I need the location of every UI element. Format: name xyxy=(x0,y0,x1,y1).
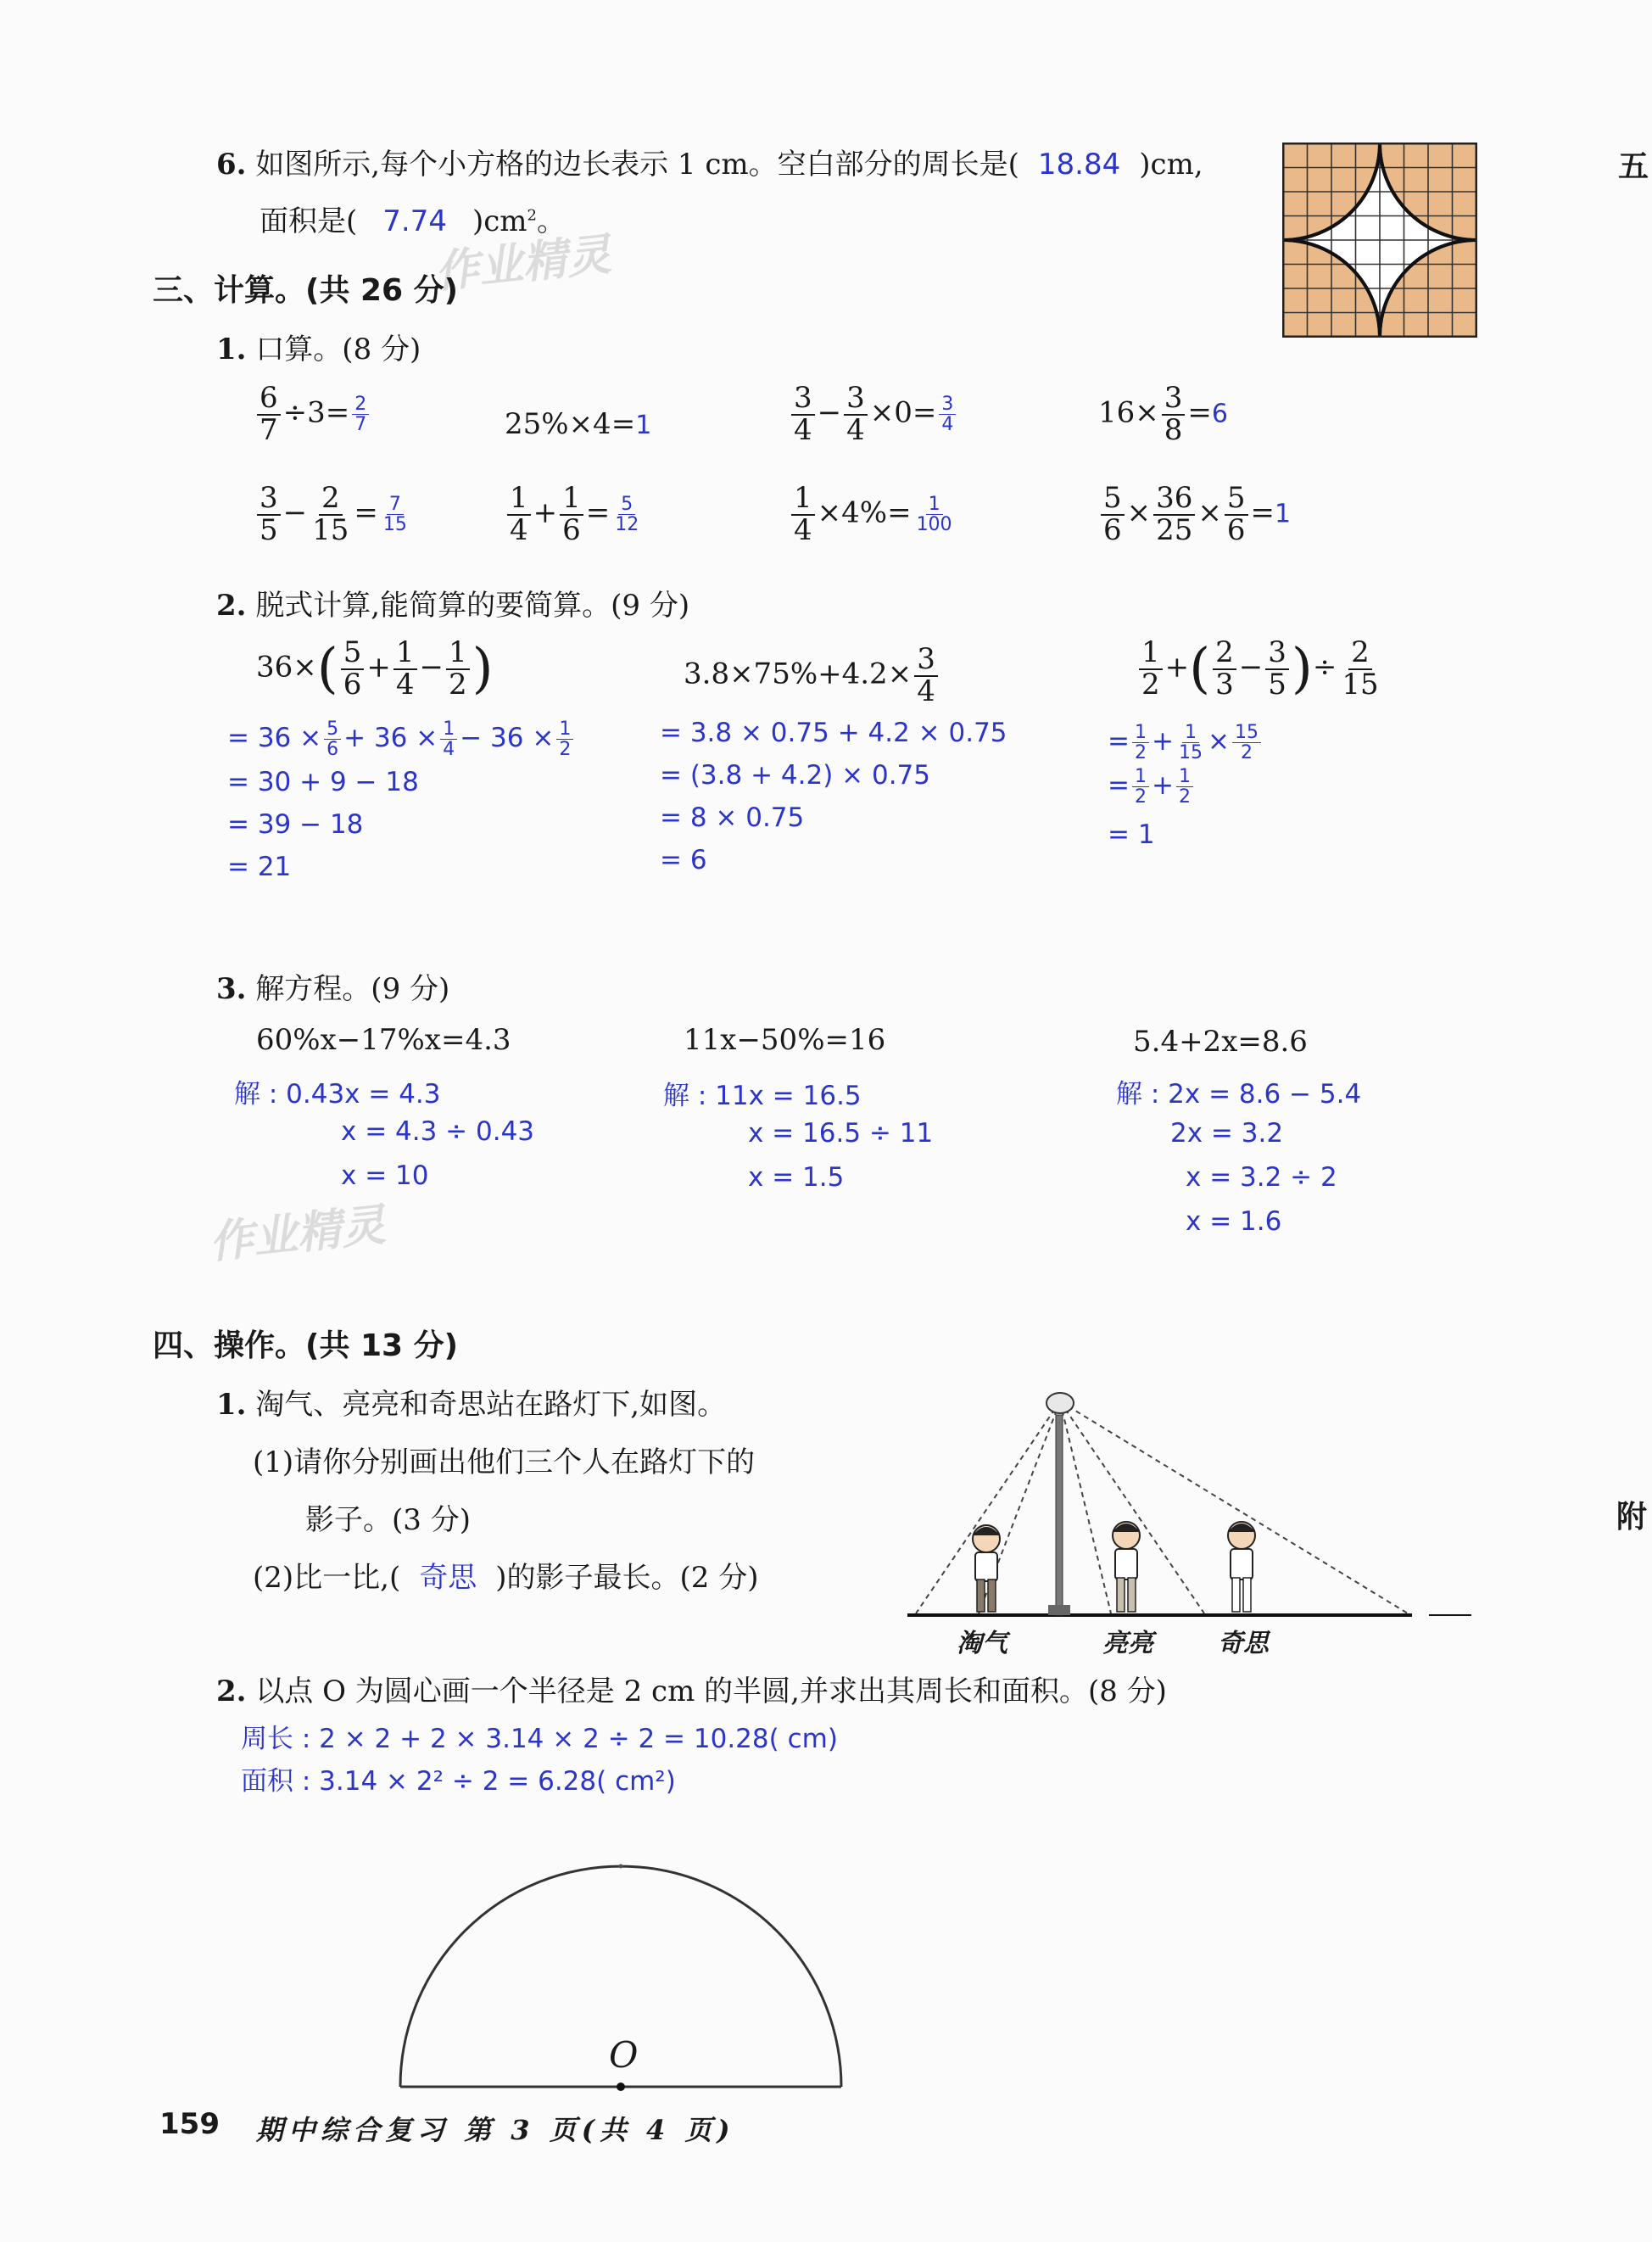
grid-figure xyxy=(1282,143,1477,338)
eq2-step2: x = 16.5 ÷ 11 xyxy=(748,1118,934,1149)
s4-q1-line1: 1. 淘气、亮亮和奇思站在路灯下,如图。 xyxy=(216,1388,727,1422)
side-char-2: 附 xyxy=(1616,1499,1648,1535)
s4-q2-answer2: 面积 : 3.14 × 2² ÷ 2 = 6.28( cm²) xyxy=(241,1766,676,1797)
oral-r2c4: $\frac{5}{6}$ × $\frac{36}{25}$ × $\frac{5}{6}$ =1 xyxy=(1098,484,1291,545)
eq3-step3: x = 3.2 ÷ 2 xyxy=(1186,1162,1337,1193)
q6-answer-perimeter: 18.84 xyxy=(1037,148,1121,182)
lamp-post xyxy=(1056,1415,1063,1615)
lamp-figure xyxy=(907,1383,1484,1663)
oral-r1c3: $\frac{3}{4}$ − $\frac{3}{4}$ ×0= $\frac{3}{4}$ xyxy=(789,383,958,445)
kid-taoqi xyxy=(973,1525,1000,1612)
s3-q2-heading: 2. 脱式计算,能简算的要简算。(9 分) xyxy=(216,589,690,623)
eq1-step3: x = 10 xyxy=(341,1160,429,1191)
eq3-equation: 5.4+2x=8.6 xyxy=(1133,1025,1308,1059)
section4-title: 四、操作。(共 13 分) xyxy=(153,1328,459,1363)
q6-line2: 面积是( 7.74 )$cm^2$。 xyxy=(260,204,566,238)
kid-qisi xyxy=(1228,1522,1255,1612)
calc2-step4: = 6 xyxy=(660,845,707,875)
watermark-2: 作业精灵 xyxy=(207,1199,388,1269)
oral-r2c3: $\frac{1}{4}$ ×4%= $\frac{1}{100}$ xyxy=(789,484,957,545)
calc1-expr: 36×( $\frac{5}{6}$ + $\frac{1}{4}$ − $\frac{1}{2}$ ) xyxy=(256,635,494,702)
page-number: 159 xyxy=(159,2107,220,2141)
calc3-step2: = $\frac{1}{2}$ + $\frac{1}{2}$ xyxy=(1108,767,1196,807)
eq3-step1: 解 : 2x = 8.6 − 5.4 xyxy=(1116,1079,1362,1110)
calc1-step4: = 21 xyxy=(227,852,292,882)
calc2-step1: = 3.8 × 0.75 + 4.2 × 0.75 xyxy=(660,718,1007,748)
side-char-1: 五 xyxy=(1618,148,1649,184)
eq2-equation: 11x−50%=16 xyxy=(684,1023,886,1057)
s4-q1-line2: (1)请你分别画出他们三个人在路灯下的 xyxy=(253,1445,756,1479)
calc2-step3: = 8 × 0.75 xyxy=(660,802,805,833)
center-point xyxy=(617,2083,625,2091)
oral-r1c4: 16× $\frac{3}{8}$ =6 xyxy=(1098,381,1228,447)
kid-liangliang xyxy=(1113,1522,1140,1612)
calc1-step3: = 39 − 18 xyxy=(227,809,364,840)
s4-q1-line4: (2)比一比,( 奇思 )的影子最长。(2 分) xyxy=(253,1561,759,1595)
s4-q2-text: 2. 以点 O 为圆心画一个半径是 2 cm 的半圆,并求出其周长和面积。(8 分) xyxy=(216,1675,1167,1708)
eq1-equation: 60%x−17%x=4.3 xyxy=(256,1023,511,1057)
oral-r1c1: $\frac{6}{7}$ ÷3= $\frac{2}{7}$ xyxy=(254,383,371,445)
label-taoqi: 淘气 xyxy=(957,1629,1007,1658)
calc3-step1: = $\frac{1}{2}$ + $\frac{1}{15}$ × $\frac{15}{2}$ xyxy=(1108,723,1264,763)
s4-q2-answer1: 周长 : 2 × 2 + 2 × 3.14 × 2 ÷ 2 = 10.28( cm) xyxy=(241,1724,838,1754)
calc2-expr: 3.8×75%+4.2× $\frac{3}{4}$ xyxy=(684,645,940,707)
label-liangliang: 亮亮 xyxy=(1102,1629,1153,1658)
calc3-step3: = 1 xyxy=(1108,819,1155,850)
eq2-step3: x = 1.5 xyxy=(748,1162,845,1193)
s4-q1-answer: 奇思 xyxy=(419,1561,477,1595)
center-label: O xyxy=(609,2034,639,2076)
eq3-step2: 2x = 3.2 xyxy=(1170,1118,1284,1149)
top-point xyxy=(619,1865,623,1869)
s4-q1-line3: 影子。(3 分) xyxy=(305,1503,471,1537)
section3-title: 三、计算。(共 26 分) xyxy=(153,273,459,308)
eq1-step1: 解 : 0.43x = 4.3 xyxy=(234,1079,441,1110)
q6-answer-area: 7.74 xyxy=(382,204,447,238)
oral-r1c2: 25%×4=1 xyxy=(505,407,652,441)
eq1-step2: x = 4.3 ÷ 0.43 xyxy=(341,1116,535,1147)
watermark-1: 作业精灵 xyxy=(433,229,614,299)
lamp-base xyxy=(1048,1605,1070,1615)
calc3-expr: $\frac{1}{2}$ +( $\frac{2}{3}$ − $\frac{3}{5}$ )÷ $\frac{2}{15}$ xyxy=(1136,638,1384,700)
footer-text: 期中综合复习 第 3 页(共 4 页) xyxy=(256,2114,735,2146)
calc2-step2: = (3.8 + 4.2) × 0.75 xyxy=(660,760,931,791)
q6-line1: 6. 如图所示,每个小方格的边长表示 1 cm。空白部分的周长是( 18.84 )cm, xyxy=(216,148,1203,182)
eq3-step4: x = 1.6 xyxy=(1186,1206,1282,1237)
label-qisi: 奇思 xyxy=(1218,1629,1269,1658)
oral-r2c1: $\frac{3}{5}$ − $\frac{2}{15}$ = $\frac{7}{15}$ xyxy=(254,484,412,545)
s3-q3-heading: 3. 解方程。(9 分) xyxy=(216,972,450,1006)
calc1-step2: = 30 + 9 − 18 xyxy=(227,767,419,797)
oral-r2c2: $\frac{1}{4}$ + $\frac{1}{6}$ = $\frac{5}{12}$ xyxy=(505,484,644,545)
lamp-head xyxy=(1046,1393,1074,1413)
s3-q1-heading: 1. 口算。(8 分) xyxy=(216,333,421,366)
calc1-step1: = 36 × $\frac{5}{6}$ + 36 × $\frac{1}{4}$ − 36 × $\frac{1}{2}$ xyxy=(227,719,576,759)
eq2-step1: 解 : 11x = 16.5 xyxy=(663,1081,862,1111)
